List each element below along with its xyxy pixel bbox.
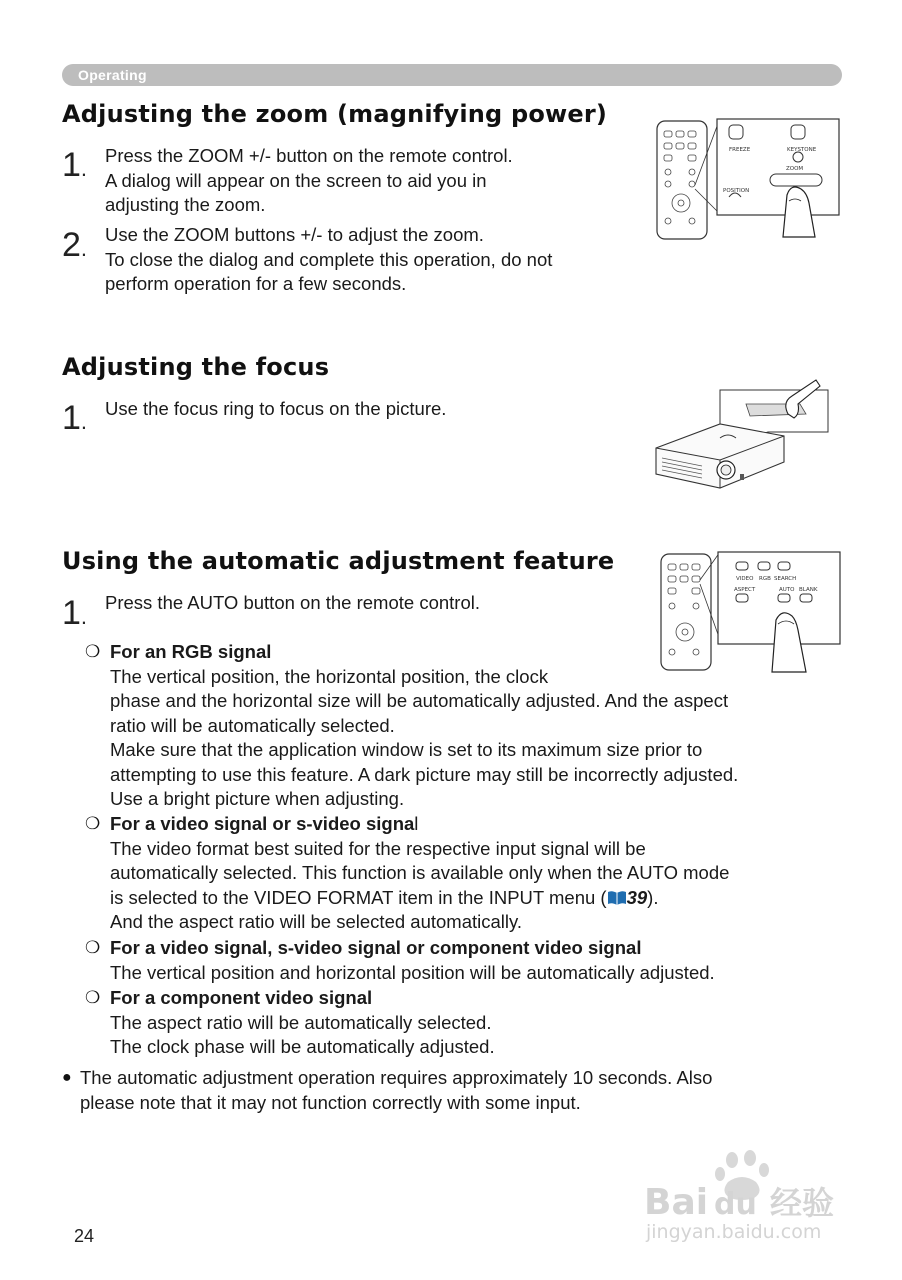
focus-title: Adjusting the focus: [62, 353, 330, 381]
auto-step-1-number: 1.: [62, 594, 88, 632]
zoom-step-2-number: 2.: [62, 226, 88, 264]
bullet-component: For a component video signal The aspect ratio will be automatically selected. The clock phase will be automatically adjusted.: [110, 987, 495, 1057]
zoom-step-1-text: Press the ZOOM +/- button on the remote control. A dialog will appear on the screen to aid you in adjusting the zoom.: [105, 145, 513, 215]
bullet-circle-icon: ❍: [85, 642, 101, 661]
page-number: 24: [74, 1226, 95, 1246]
zoom-title: Adjusting the zoom (magnifying power): [62, 100, 608, 128]
bullet-video: For a video signal or s-video signal The video format best suited for the respective input signal will be automatically selected. This function is available only when the AUTO mode is selected to the VIDEO FORMAT item in the INPUT menu ( 39). And the aspect ratio will be selected automatically.: [110, 813, 730, 932]
bullet-video-component: For a video signal, s-video signal or component video signal The vertical position and horizontal position will be automatically adjusted.: [110, 937, 715, 983]
watermark-brand: Bai: [644, 1182, 709, 1223]
aspect-label: ASPECT: [734, 587, 756, 593]
bullet-rgb: For an RGB signal The vertical position, the horizontal position, the clock phase and the horizontal size will be automatically adjusted. And the aspect ratio will be automatically selected. Make sure that the application window is set to its maximum size prior to attempting to use this feature. A dark picture may still be incorrectly adjusted. Use a bright picture when adjusting.: [110, 641, 739, 809]
zoom-step-2-text: Use the ZOOM buttons +/- to adjust the zoom. To close the dialog and complete this operation, do not perform operation for a few seconds.: [105, 224, 553, 294]
zoom-label: ZOOM: [786, 166, 804, 172]
auto-title: Using the automatic adjustment feature: [62, 547, 615, 575]
note-dot-icon: ●: [62, 1069, 72, 1086]
bullet-circle-icon: ❍: [85, 814, 101, 833]
search-label: SEARCH: [774, 576, 797, 582]
keystone-label: KEYSTONE: [787, 147, 817, 153]
auto-step-1-text: Press the AUTO button on the remote control.: [105, 592, 480, 613]
bullet-circle-icon: ❍: [85, 988, 101, 1007]
focus-step-1-number: 1.: [62, 399, 88, 437]
watermark-brand2: du: [714, 1187, 757, 1222]
zoom-step-1-number: 1.: [62, 146, 88, 184]
zoom-remote-illustration: [655, 117, 841, 243]
rgb-label: RGB: [759, 576, 771, 582]
section-header-bar: [62, 64, 842, 86]
focus-step-1-text: Use the focus ring to focus on the picture.: [105, 398, 447, 419]
freeze-label: FREEZE: [729, 147, 751, 153]
blank-label: BLANK: [799, 587, 818, 593]
watermark-url: jingyan.baidu.com: [646, 1221, 822, 1243]
auto-label: AUTO: [779, 587, 795, 593]
watermark-cn: 经验: [770, 1184, 835, 1222]
video-label: VIDEO: [736, 576, 754, 582]
header-label: Operating: [78, 67, 147, 83]
baidu-watermark: [644, 1148, 854, 1244]
position-label: POSITION: [723, 188, 750, 194]
bullet-circle-icon: ❍: [85, 938, 101, 957]
auto-note: The automatic adjustment operation requires approximately 10 seconds. Also please note that it may not function correctly with some input.: [80, 1067, 713, 1113]
projector-illustration: [650, 378, 838, 496]
reference-page: 39: [626, 886, 648, 908]
book-reference-icon: [607, 890, 627, 906]
